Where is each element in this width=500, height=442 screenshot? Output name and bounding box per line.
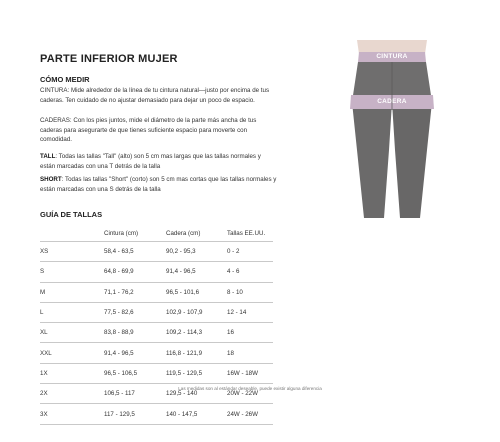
waist-cell: 96,5 - 106,5 <box>104 363 166 383</box>
hip-cell: 102,9 - 107,9 <box>166 302 227 322</box>
short-note <box>40 175 277 194</box>
leggings-figure <box>332 40 452 218</box>
column-header-size <box>40 225 104 242</box>
short-text: : Todas las tallas "Short" (corto) son 5 cm mas cortas que las tallas normales y están marcadas con una S detrás de la talla <box>40 176 277 193</box>
left-leg <box>352 102 392 218</box>
us-size-cell: 12 - 14 <box>227 302 273 322</box>
tall-label: TALL <box>40 153 56 160</box>
leggings-illustration <box>332 40 452 218</box>
how-to-measure-heading: CÓMO MEDIR <box>40 75 90 84</box>
right-leg <box>392 102 432 218</box>
size-cell: M <box>40 282 104 302</box>
hip-cell: 116,8 - 121,9 <box>166 343 227 363</box>
hip-cell: 119,5 - 129,5 <box>166 363 227 383</box>
hip-cell: 129,5 - 140 <box>166 384 227 404</box>
waist-cell: 77,5 - 82,6 <box>104 302 166 322</box>
table-row <box>40 242 273 262</box>
page-title: PARTE INFERIOR MUJER <box>40 53 178 65</box>
column-header-hips: Cadera (cm) <box>166 229 201 237</box>
table-row <box>40 404 273 424</box>
waist-cell: 83,8 - 88,9 <box>104 323 166 343</box>
size-cell: XL <box>40 323 104 343</box>
column-header-waist: Cintura (cm) <box>104 229 139 237</box>
waist-cell: 64,8 - 69,9 <box>104 262 166 282</box>
waist-label: CINTURA <box>376 53 408 60</box>
table-header-row <box>40 225 273 242</box>
column-header-us-size: Tallas EE.UU. <box>227 229 266 237</box>
us-size-cell: 24W - 26W <box>227 404 273 424</box>
us-size-cell: 0 - 2 <box>227 242 273 262</box>
torso-skin <box>357 40 427 54</box>
table-row <box>40 343 273 363</box>
size-cell: L <box>40 302 104 322</box>
waist-cell: 71,1 - 76,2 <box>104 282 166 302</box>
waist-instructions: CINTURA: Mide alrededor de la línea de tu cintura natural—justo por encima de tus caderas. Ten cuidado de no ajustar demasiado para dejar un poco de espacio. <box>40 87 270 104</box>
us-size-cell: 8 - 10 <box>227 282 273 302</box>
hip-cell: 90,2 - 95,3 <box>166 242 227 262</box>
hip-label: CADERA <box>377 98 407 105</box>
waist-cell: 106,5 - 117 <box>104 384 166 404</box>
table-row <box>40 302 273 322</box>
waist-cell: 117 - 129,5 <box>104 404 166 424</box>
size-cell: 3X <box>40 404 104 424</box>
footnote: Las medidas son al estándar deseable, puede existir alguna diferencia <box>178 386 322 391</box>
hip-cell: 109,2 - 114,3 <box>166 323 227 343</box>
short-label: SHORT <box>40 176 62 183</box>
hip-cell: 96,5 - 101,6 <box>166 282 227 302</box>
size-guide-heading: GUÍA DE TALLAS <box>40 210 103 219</box>
tall-text: : Todas las tallas "Tall" (alto) son 5 cm mas largas que las tallas normales y están marcadas con una T detrás de la talla <box>40 153 261 170</box>
size-cell: XXL <box>40 343 104 363</box>
size-cell: XS <box>40 242 104 262</box>
table-row <box>40 323 273 343</box>
size-cell: 2X <box>40 384 104 404</box>
us-size-cell: 4 - 6 <box>227 262 273 282</box>
us-size-cell: 16 <box>227 323 273 343</box>
hip-instructions: CADERAS: Con los pies juntos, mide el diámetro de la parte más ancha de tus caderas para asegurarte de que tienes suficiente espacio para moverte con comodidad. <box>40 117 257 144</box>
size-cell: S <box>40 262 104 282</box>
table-row <box>40 262 273 282</box>
size-cell: 1X <box>40 363 104 383</box>
table-row <box>40 282 273 302</box>
waist-cell: 91,4 - 96,5 <box>104 343 166 363</box>
hip-cell: 91,4 - 96,5 <box>166 262 227 282</box>
table-row <box>40 363 273 383</box>
tall-note <box>40 152 277 171</box>
us-size-cell: 20W - 22W <box>227 384 273 404</box>
size-table <box>40 225 273 425</box>
us-size-cell: 16W - 18W <box>227 363 273 383</box>
us-size-cell: 18 <box>227 343 273 363</box>
hip-cell: 140 - 147,5 <box>166 404 227 424</box>
waist-cell: 58,4 - 63,5 <box>104 242 166 262</box>
